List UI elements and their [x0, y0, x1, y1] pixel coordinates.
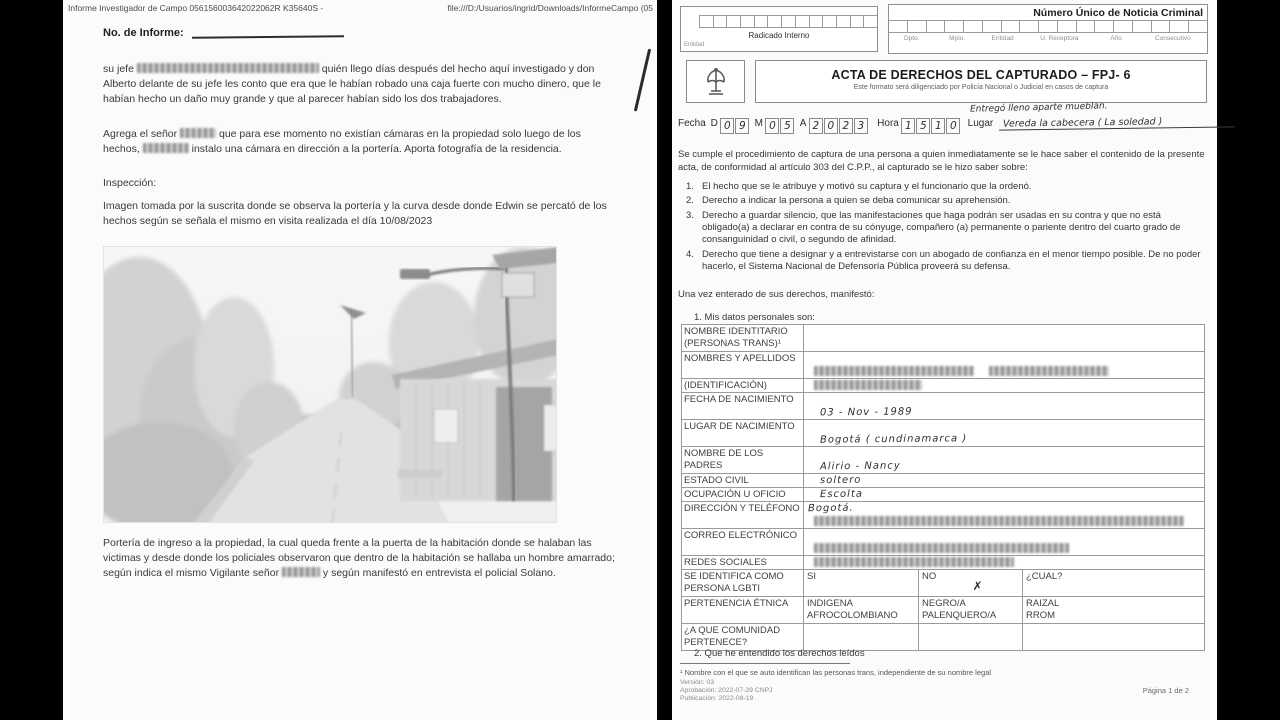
handwritten-value: Bogotá. — [807, 502, 854, 515]
version-meta: Versión: 03 — [680, 679, 715, 686]
etnica-option: RAIZAL — [1026, 598, 1060, 609]
nunc-box — [888, 4, 1208, 54]
fpj6-form-page — [672, 0, 1217, 720]
hora-digit-box: 1 — [931, 118, 945, 134]
etnica-option: RROM — [1026, 610, 1056, 621]
report-page — [63, 0, 657, 720]
table-row — [682, 393, 1204, 420]
right-item — [686, 195, 1202, 207]
procedure-intro: Se cumple el procedimiento de captura de una persona a quien inmediatamente se le hace saber el contenido de la presente acta, de conformidad al artículo 303 del C.P.P., al capturado se le hizo saber sobre: — [678, 149, 1205, 173]
table-row — [682, 474, 1204, 488]
nunc-title: Número Único de Noticia Criminal — [1033, 7, 1203, 19]
row-label: (IDENTIFICACIÓN) — [682, 379, 804, 392]
radicado-interno-box — [680, 6, 878, 52]
nunc-sublabel: Año — [1110, 35, 1122, 42]
datos-personales-heading: 1. Mis datos personales son: — [694, 312, 815, 323]
informe-number-field — [103, 27, 344, 39]
nunc-sublabels — [889, 33, 1207, 42]
row-label: NOMBRE IDENTITARIO (PERSONAS TRANS)¹ — [682, 325, 804, 351]
mes-digit-box: 0 — [765, 118, 779, 134]
handwritten-value: Bogotá ( cundinamarca ) — [819, 433, 968, 446]
right-item — [686, 210, 1202, 247]
comunidad-cells — [804, 624, 1204, 650]
mes-label: M — [754, 118, 763, 129]
anio-digit-box: 0 — [824, 118, 838, 134]
redacted-name — [180, 128, 216, 138]
handwritten-note: Entregó lleno aparte mueblan. — [969, 101, 1108, 115]
etnica-col3 — [1023, 597, 1204, 623]
table-row — [682, 379, 1204, 393]
rights-list — [686, 181, 1202, 275]
row-value — [804, 393, 1204, 419]
row-label: OCUPACIÓN U OFICIO — [682, 488, 804, 501]
anio-label: A — [799, 118, 807, 129]
lgbti-no-label: NO — [922, 571, 937, 582]
dia-label: D — [710, 118, 718, 129]
redacted-name — [137, 63, 319, 73]
fecha-label: Fecha — [678, 118, 706, 129]
entendido-line: 2. Que he entendido los derechos leídos — [694, 648, 865, 659]
table-row — [682, 529, 1204, 556]
handwritten-x-mark: ✗ — [972, 579, 983, 593]
form-title-box — [755, 60, 1207, 103]
redacted-name — [143, 143, 189, 153]
fiscalia-logo-box — [686, 60, 745, 103]
page-number: Página 1 de 2 — [1142, 686, 1189, 695]
etnica-option: INDIGENA — [807, 598, 853, 609]
lgbti-cual-cell: ¿CUAL? — [1026, 571, 1063, 582]
right-item-number: 2. — [686, 195, 694, 207]
inspeccion-heading: Inspección: — [103, 177, 157, 189]
nunc-sublabel: Entidad — [991, 35, 1014, 42]
handwritten-value: 03 - Nov - 1989 — [819, 406, 913, 419]
table-row-etnica — [682, 597, 1204, 624]
etnica-option: PALENQUERO/A — [922, 610, 997, 621]
paragraph-1 — [103, 62, 615, 108]
mes-digit-box: 5 — [780, 118, 794, 134]
hora-label: Hora — [877, 118, 899, 129]
row-value — [804, 420, 1204, 446]
etnica-col2 — [919, 597, 1023, 623]
radicado-interno-label: Radicado Interno — [748, 31, 810, 40]
right-item-number: 1. — [686, 181, 694, 192]
row-label: NOMBRES Y APELLIDOS — [682, 352, 804, 378]
lgbti-si-cell: SI — [804, 570, 919, 596]
etnica-col1 — [804, 597, 919, 623]
paragraph-2-text: Agrega el señor — [103, 128, 178, 140]
table-row-comunidad — [682, 624, 1204, 651]
lugar-label: Lugar — [967, 118, 994, 129]
row-value — [804, 325, 1204, 351]
row-value — [804, 556, 1204, 569]
row-value — [804, 352, 1204, 378]
hora-digit-box: 1 — [901, 118, 915, 134]
paragraph-2-text: instalo una cámara en dirección a la portería. Aporta fotografía de la residencia. — [191, 143, 562, 156]
redacted-name — [282, 567, 320, 577]
etnica-option: AFROCOLOMBIANO — [807, 610, 898, 621]
row-value — [804, 529, 1204, 555]
nunc-sublabel: Consecutivo — [1155, 35, 1191, 42]
nunc-sublabel: Dpto. — [903, 35, 920, 42]
row-value — [804, 447, 1204, 473]
right-item-number: 4. — [686, 248, 694, 260]
paragraph-4 — [103, 536, 615, 582]
handwritten-value: soltero — [819, 474, 862, 487]
nunc-sublabel: U. Receptora — [1040, 35, 1079, 42]
photo-porteria — [103, 246, 557, 523]
footnote-separator — [680, 663, 850, 664]
row-value — [804, 379, 1204, 392]
row-value — [804, 474, 1204, 487]
fade-overlay — [104, 247, 557, 523]
row-value — [804, 502, 1204, 528]
fiscalia-logo-icon — [699, 65, 733, 99]
table-row — [682, 502, 1204, 529]
row-label: ESTADO CIVIL — [682, 474, 804, 487]
personal-data-table — [681, 324, 1205, 651]
table-row — [682, 352, 1204, 379]
right-item-text: Derecho que tiene a designar y a entrevistarse con un abogado de confianza en el menor tiempo posible. De no poder hacerlo, el Sistema Nacional de Defensoría Pública proveerá su defensa. — [702, 248, 1201, 273]
row-label: FECHA DE NACIMIENTO — [682, 393, 804, 419]
anio-digit-box: 2 — [839, 118, 853, 134]
row-label: DIRECCIÓN Y TELÉFONO — [682, 502, 804, 528]
row-label: LUGAR DE NACIMIENTO — [682, 420, 804, 446]
form-title: ACTA DE DERECHOS DEL CAPTURADO – FPJ- 6 — [831, 68, 1131, 82]
right-item-text: Derecho a guardar silencio, que las manifestaciones que haga podrán ser usadas en su contra y que no está obligado(a) a declarar en contra de su cónyuge, compañero (a) permanente o pariente dentro del cuarto grado de consanguinidad o civil, o segundo de afinidad. — [702, 209, 1181, 246]
row-value — [804, 488, 1204, 501]
paragraph-2-text: que para ese momento no existían cámaras en la propiedad solo luego de los hechos, — [103, 128, 581, 156]
handwritten-value: Alirio - Nancy — [819, 460, 901, 473]
table-row — [682, 488, 1204, 502]
nunc-sublabel: Mpio. — [949, 35, 966, 42]
right-item — [686, 181, 1202, 193]
hora-digit-box: 0 — [946, 118, 960, 134]
paragraph-2 — [103, 127, 615, 157]
handwritten-page-mark — [634, 49, 651, 112]
enterado-line: Una vez enterado de sus derechos, manifestó: — [678, 289, 875, 300]
entidad-label: Entidad — [684, 42, 705, 48]
row-label: REDES SOCIALES — [682, 556, 804, 569]
publicacion-meta: Publicación: 2022-08-19 — [680, 695, 754, 702]
informe-label: No. de Informe: — [103, 27, 184, 39]
informe-blank-line — [192, 35, 344, 39]
footnote-trans: ¹ Nombre con el que se auto identifican las personas trans, independiente de su nombre legal — [680, 668, 992, 677]
table-row — [682, 447, 1204, 474]
lugar-handwritten-value: Vereda la cabecera ( La soledad ) — [999, 115, 1235, 130]
header-filepath: file:///D:/Usuarios/ingrid/Downloads/InformeCampo (05 — [447, 3, 653, 13]
row-label: NOMBRE DE LOS PADRES — [682, 447, 804, 473]
row-label: SE IDENTIFICA COMO PERSONA LGBTI — [682, 570, 804, 596]
paragraph-1-text: su jefe — [103, 63, 134, 75]
etnica-options — [804, 597, 1204, 623]
table-row — [682, 556, 1204, 570]
table-row — [682, 325, 1204, 352]
paragraph-3: Imagen tomada por la suscrita donde se observa la portería y la curva desde donde Edwin se percató de los hechos según se señala el mismo en visita realizada el día 10/08/2023 — [103, 200, 607, 228]
dia-digit-box: 0 — [720, 118, 734, 134]
header-title: Informe Investigador de Campo 056156003642022062R K35640S - — [68, 3, 324, 13]
lgbti-options — [804, 570, 1204, 596]
dia-digit-box: 9 — [735, 118, 749, 134]
right-item-text: El hecho que se le atribuye y motivó su captura y el funcionario que la ordenó. — [702, 181, 1032, 192]
document-header — [68, 3, 653, 13]
form-title-bar — [672, 60, 1217, 104]
lgbti-no-cell — [919, 570, 1023, 596]
row-label: ¿A QUE COMUNIDAD PERTENECE? — [682, 624, 804, 650]
paragraph-4-text: y según manifestó en entrevista el policial Solano. — [322, 567, 556, 580]
table-row-lgbti — [682, 570, 1204, 597]
right-item-text: Derecho a indicar la persona a quien se deba comunicar su aprehensión. — [702, 195, 1011, 207]
handwritten-value: Escolta — [819, 488, 864, 501]
nunc-cells — [889, 20, 1207, 33]
hora-digit-box: 5 — [916, 118, 930, 134]
row-label: CORREO ELECTRÓNICO — [682, 529, 804, 555]
anio-digit-box: 2 — [809, 118, 823, 134]
table-row — [682, 420, 1204, 447]
paragraph-1-text: quién llego días después del hecho aquí investigado y don Alberto delante de su jefe les conto que era que le habían robado una caja fuerte con mucho dinero, que le habían hecho un daño muy grande y que al parecer habían sido los dos trabajadores. — [103, 63, 601, 106]
fecha-hora-lugar-row — [678, 101, 1209, 134]
form-subtitle: Este formato será diligenciado por Policía Nacional o Judicial en casos de captura — [853, 84, 1109, 91]
radicado-cells — [699, 15, 877, 28]
aprobacion-meta: Aprobación: 2022-07-29 CNPJ — [680, 687, 773, 694]
right-item — [686, 249, 1202, 274]
anio-digit-box: 3 — [854, 118, 868, 134]
nunc-header — [672, 4, 1217, 58]
etnica-option: NEGRO/A — [922, 598, 966, 609]
row-label: PERTENENCIA ÉTNICA — [682, 597, 804, 623]
right-item-number: 3. — [686, 209, 694, 221]
paragraph-4-text: Portería de ingreso a la propiedad, la cual queda frente a la puerta de la habitación donde se halaban las victimas y desde donde los policiales observaron que dentro de la habitación se hallaba un hombre amarrado; según indica el mismo Vigilante señor — [103, 537, 615, 580]
